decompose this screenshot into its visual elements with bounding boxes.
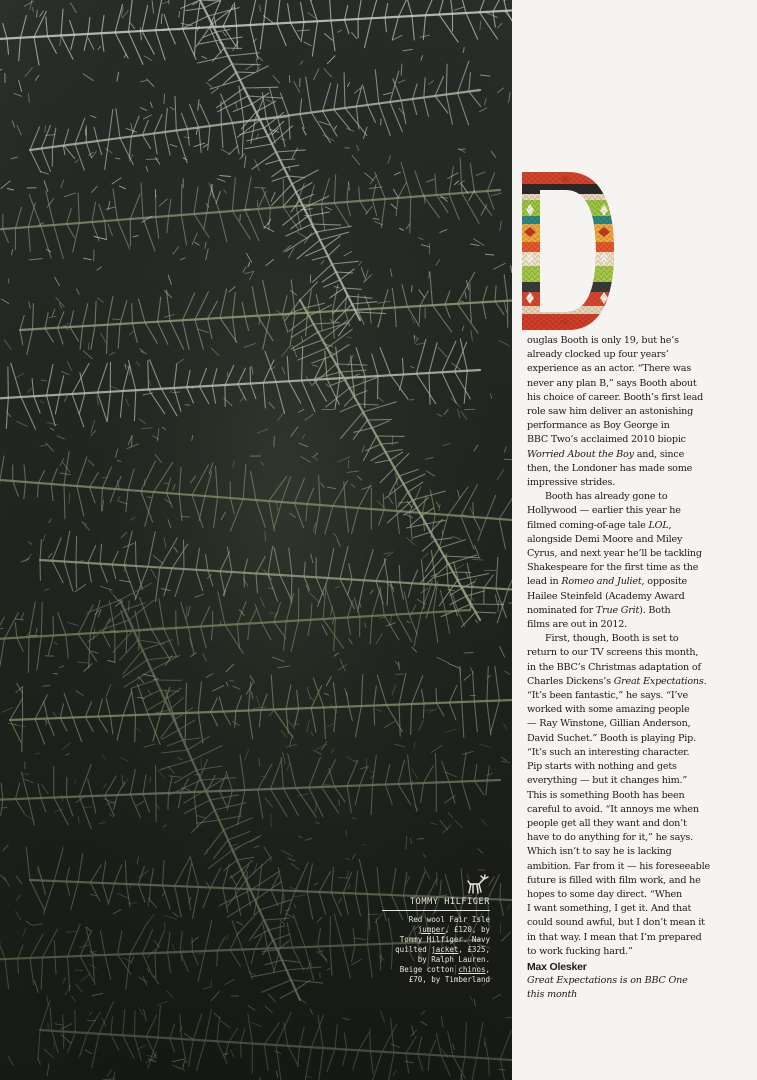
- paragraph-3: First, though, Booth is set to return to our TV screens this month, in the BBC’s Christmas adaptation of Charles Dickens’s Great Expectations. “It’s been fantastic,” he says. “I’ve worked with some amazing people — Ray Winstone, Gillian Anderson, David Suchet.” Booth is playing Pip. “It’s such an interesting character. Pip starts with nothing and gets everything — but it changes him.” This is something Booth has been careful to avoid. “It annoys me when people get all they want and don’t have to do anything for it,” he says. Which isn’t to say he is lacking ambition. Far from it — his foreseeable future is filled with film work, and he hopes to some day direct. “When I want something, I get it. And that could sound awful, but I don’t mean it in that way. I mean that I’m prepared to work fucking hard.”: [527, 633, 710, 957]
- credit-line: Tommy Hilfiger. Navy: [399, 935, 490, 944]
- text-line: performance as Boy George in: [527, 420, 670, 432]
- text-line: his choice of career. Booth’s first lead: [527, 391, 704, 403]
- title-italic: Worried About the Boy: [527, 448, 634, 460]
- text-line: role saw him deliver an astonishing: [527, 406, 694, 418]
- title-italic: LOL: [648, 519, 669, 531]
- clothing-credit: [382, 873, 490, 985]
- text-line: ouglas Booth is only 19, but he’s: [527, 335, 679, 346]
- text-line: BBC Two’s acclaimed 2010 biopic: [527, 434, 686, 446]
- title-italic: Romeo and Juliet: [561, 576, 642, 588]
- credit-line: Beige cotton chinos,: [399, 965, 490, 974]
- text-line: then, the Londoner has made some: [527, 462, 693, 474]
- broadcast-note: Great Expectations is on BBC One this month: [527, 974, 688, 1001]
- text-line: never any plan B,” says Booth about: [527, 377, 697, 389]
- credit-line: Red wool Fair Isle: [408, 915, 490, 924]
- credit-brand: TOMMY HILFIGER: [382, 897, 490, 911]
- article-body: [527, 334, 735, 1002]
- jacket-link[interactable]: jacket: [431, 945, 459, 954]
- text-line: experience as an actor. “There was: [527, 363, 692, 375]
- dropcap-letter-d: [520, 170, 616, 332]
- jumper-link[interactable]: jumper: [417, 925, 445, 934]
- title-italic: True Grit: [595, 604, 640, 616]
- author-byline: Max Olesker: [527, 960, 587, 973]
- credit-line: jumper, £120, by: [417, 925, 490, 934]
- title-italic: Great Expectations: [613, 675, 704, 687]
- text-line: already clocked up four years’: [527, 349, 669, 361]
- chinos-link[interactable]: chinos: [458, 965, 486, 974]
- credit-line: by Ralph Lauren.: [417, 955, 490, 964]
- text-line: impressive strides.: [527, 477, 616, 489]
- deer-icon: [464, 873, 490, 895]
- credit-line: quilted jacket, £325,: [395, 945, 490, 954]
- credit-line: £70, by Timberland: [408, 975, 490, 984]
- paragraph-2: Booth has already gone to Hollywood — earlier this year he filmed coming-of-age tale LOL, alongside Demi Moore and Miley Cyrus, and next year he’ll be tackling Shakespeare for the first time as the lead in Romeo and Juliet, opposite Hailee Steinfeld (Academy Award nominated for True Grit). Both films are out in 2012.: [527, 491, 702, 631]
- paragraph-1: ouglas Booth is only 19, but he’s already clocked up four years’ experience as an actor. “There was never any plan B,” says Booth about his choice of career. Booth’s first lead role saw him deliver an astonishing performance as Boy George in BBC Two’s acclaimed 2010 biopic Worried About the Boy and, since then, the Londoner has made some impressive strides.: [527, 335, 704, 489]
